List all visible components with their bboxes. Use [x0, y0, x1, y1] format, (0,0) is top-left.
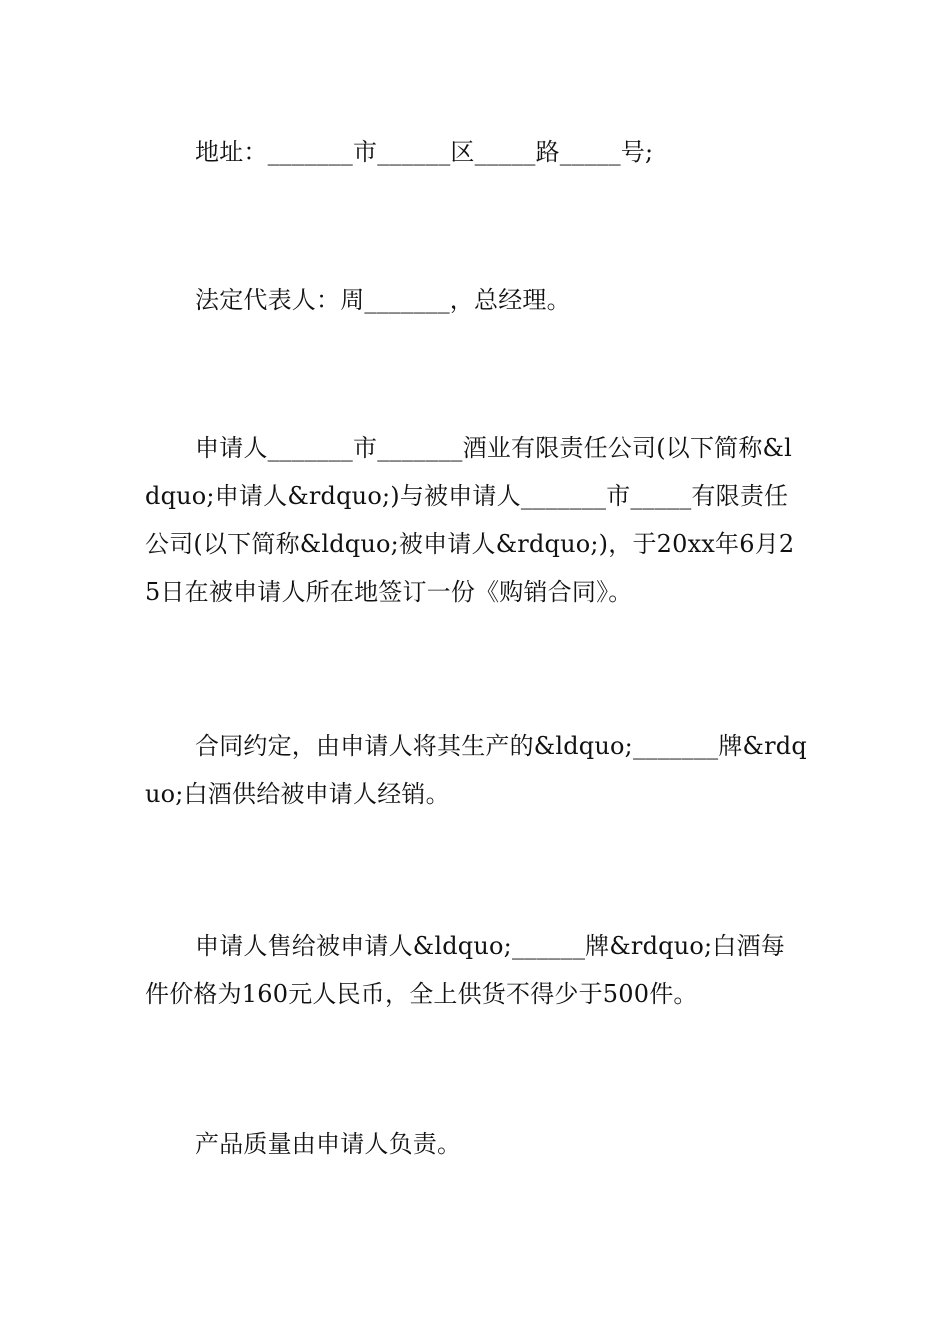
quality-paragraph: 产品质量由申请人负责。	[195, 1130, 462, 1158]
legal-representative-paragraph: 法定代表人：周_______，总经理。	[195, 286, 571, 314]
contract-signing-paragraph: 申请人_______市_______酒业有限责任公司(以下简称&ldquo;申请人&rdquo;)与被申请人_______市_____有限责任公司(以下简称&ldquo;被申请人&rdquo;)，于20xx年6月25日在被申请人所在地签订一份《购销合同》。	[145, 434, 795, 606]
address-paragraph: 地址：_______市______区_____路_____号;	[195, 138, 654, 166]
price-terms-paragraph: 申请人售给被申请人&ldquo;______牌&rdquo;白酒每件价格为160元人民币，全上供货不得少于500件。	[145, 932, 785, 1008]
contract-agreement-paragraph: 合同约定，由申请人将其生产的&ldquo;_______牌&rdquo;白酒供给被申请人经销。	[145, 732, 807, 808]
